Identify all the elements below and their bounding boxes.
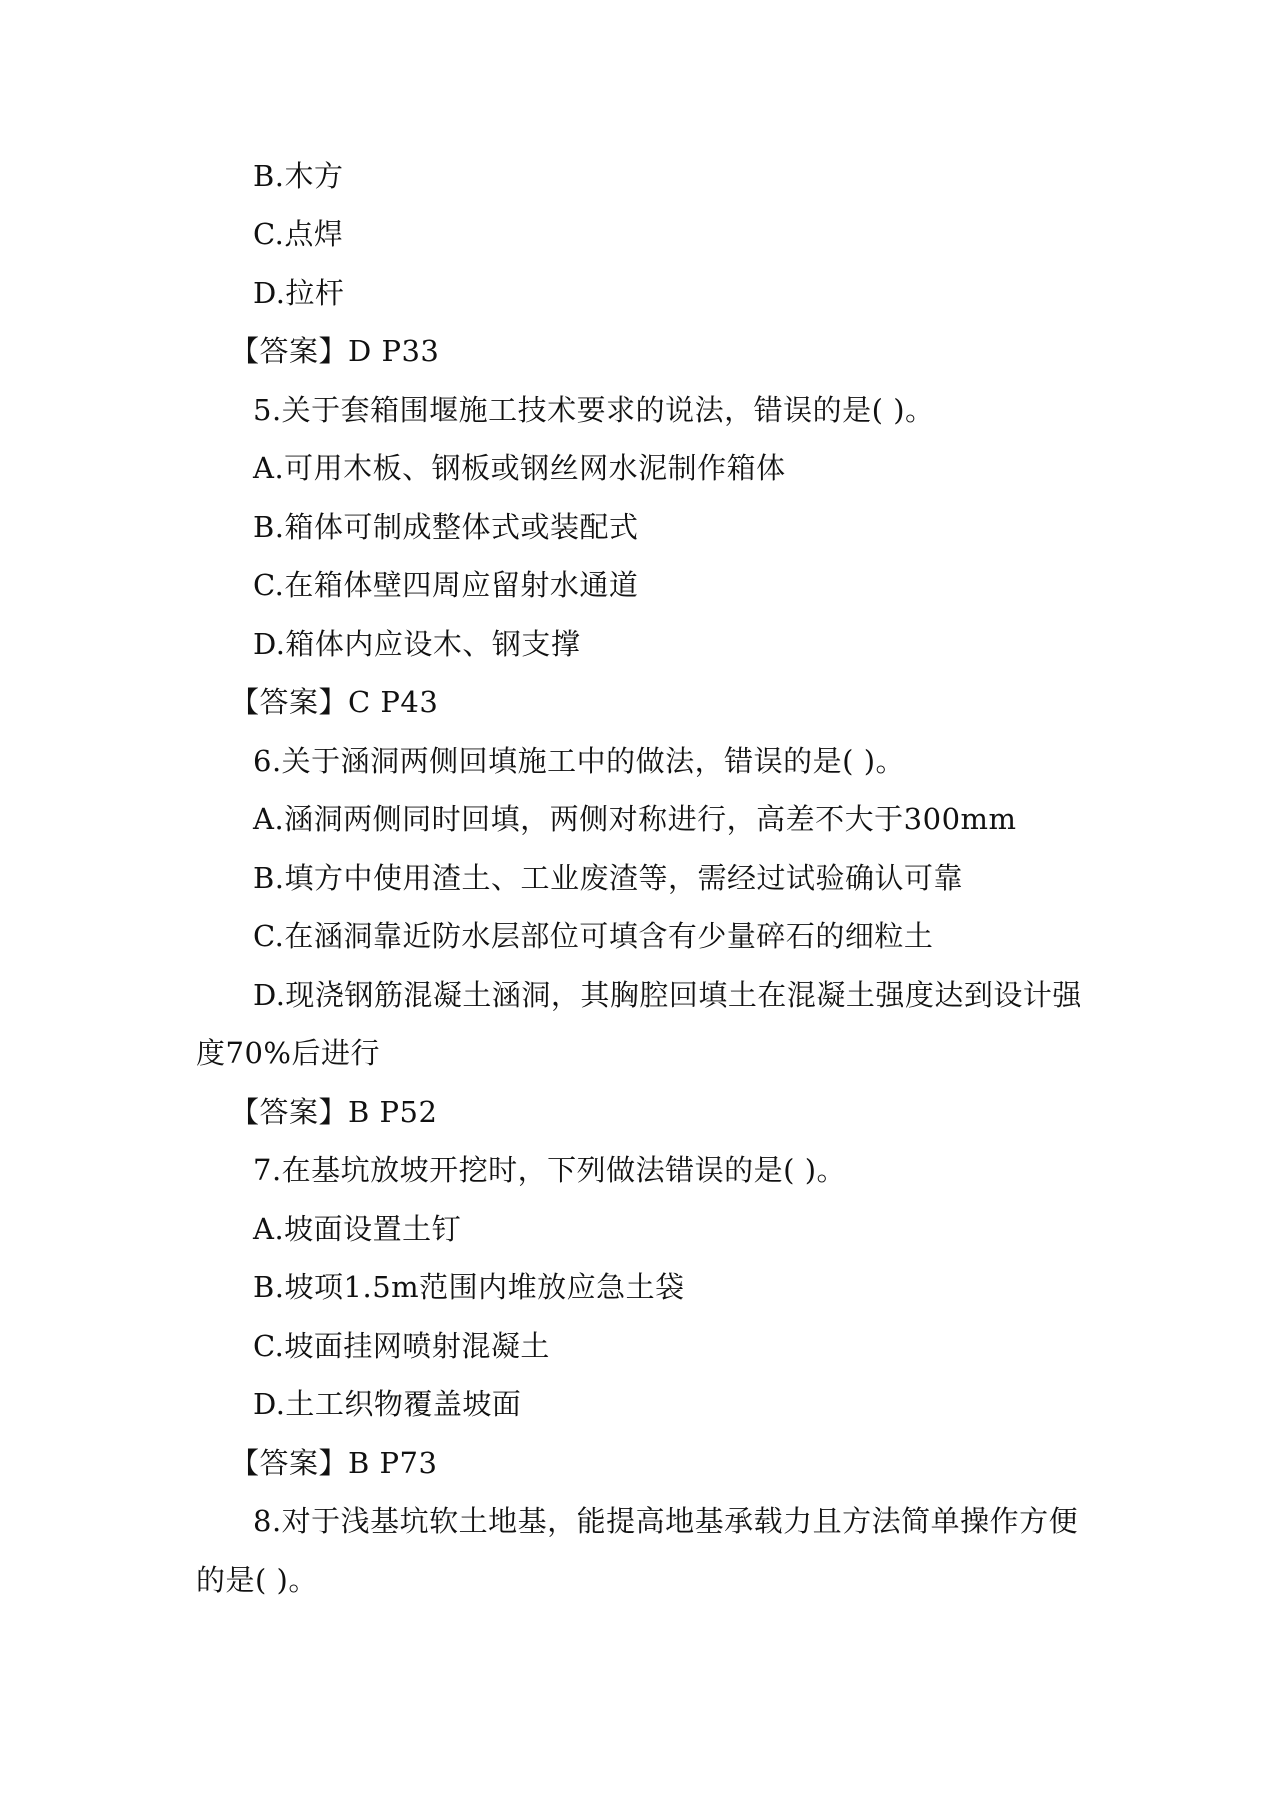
option-c-q4: C.点焊 [253,217,344,251]
option-b-q7: B.坡项1.5m范围内堆放应急土袋 [253,1270,685,1304]
option-c-q5: C.在箱体壁四周应留射水通道 [253,568,639,602]
option-d-q6-continued: 度70%后进行 [196,1036,380,1070]
question-8: 8.对于浅基坑软土地基，能提高地基承载力且方法简单操作方便 [253,1504,1079,1538]
answer-q4: 【答案】D P33 [230,334,440,368]
option-a-q7: A.坡面设置土钉 [253,1212,462,1246]
option-c-q6: C.在涵洞靠近防水层部位可填含有少量碎石的细粒土 [253,919,934,953]
option-c-q7: C.坡面挂网喷射混凝土 [253,1329,550,1363]
option-d-q4: D.拉杆 [253,276,345,310]
answer-q6: 【答案】B P52 [230,1095,438,1129]
question-7: 7.在基坑放坡开挖时，下列做法错误的是( )。 [253,1153,847,1187]
option-b-q6: B.填方中使用渣土、工业废渣等，需经过试验确认可靠 [253,861,964,895]
question-8-continued: 的是( )。 [196,1563,318,1597]
option-b-q4: B.木方 [253,159,344,193]
question-6: 6.关于涵洞两侧回填施工中的做法，错误的是( )。 [253,744,906,778]
option-b-q5: B.箱体可制成整体式或装配式 [253,510,639,544]
option-a-q6: A.涵洞两侧同时回填，两侧对称进行，高差不大于300mm [253,802,1017,836]
question-5: 5.关于套箱围堰施工技术要求的说法，错误的是( )。 [253,393,935,427]
option-d-q5: D.箱体内应设木、钢支撑 [253,627,581,661]
option-d-q6: D.现浇钢筋混凝土涵洞，其胸腔回填土在混凝土强度达到设计强 [253,978,1082,1012]
option-d-q7: D.土工织物覆盖坡面 [253,1387,522,1421]
answer-q7: 【答案】B P73 [230,1446,438,1480]
answer-q5: 【答案】C P43 [230,685,439,719]
option-a-q5: A.可用木板、钢板或钢丝网水泥制作箱体 [253,451,786,485]
